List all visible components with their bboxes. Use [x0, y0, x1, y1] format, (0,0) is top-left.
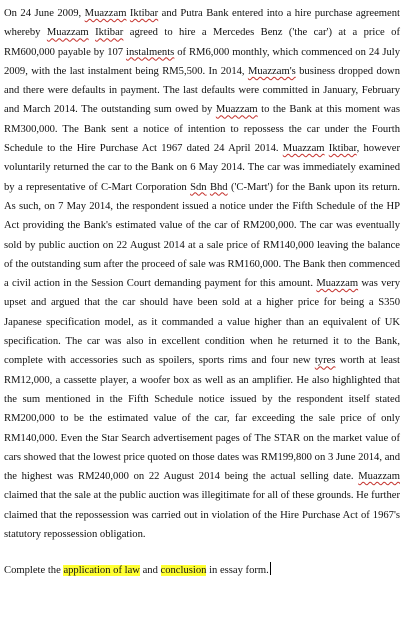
- spellcheck-flagged-word: Muazzam: [282, 143, 325, 155]
- spellcheck-flagged-word: Muazzam's: [247, 65, 296, 77]
- text-run: was very upset and argued that the car should have been sold at a higher price for being a S350 Japanese specification model, as it commanded a value higher than an equivalent of UK specification. The car was also in excellent condition when he returned it to the Bank, complete with accessories such as spoilers, sports rims and four new: [4, 278, 400, 367]
- text-run: worth at least RM12,000, a cassette player, a woofer box as well as an amplifier. He also highlighted that the sum mentioned in the Fifth Schedule notice issued by the respondent itself stated RM200,000 to be the estimated value of the car, far exceeding the sale price of only RM140,000. Even the Star Search advertisement pages of The STAR on the market value of cars showed that the lowest price quoted on those dates was RM199,800 on 3 June 2014, and the highest was RM240,000 on 22 August 2014 being the actual selling date.: [4, 355, 400, 483]
- text-run: and: [139, 565, 161, 577]
- text-run: to the Bank at this moment was RM300,000. The Bank sent a notice of intention to repossess the car under the Fourth Schedule to the Hire Purchase Act 1967 dated 24 April 2014.: [4, 104, 400, 155]
- text-run: ('C-Mart') for the Bank upon its return. As such, on 7 May 2014, the respondent issued a notice under the Fifth Schedule of the HP Act providing the Bank's estimated value of the car of RM200,000. The car was eventually sold by public auction on 22 August 2014 at a sale price of RM140,000 leaving the balance of the outstanding sum after the proceed of sale was RM160,000. The Bank then commenced a civil action in the Session Court demanding payment for this amount.: [4, 181, 400, 290]
- spellcheck-flagged-word: instalments: [126, 46, 175, 58]
- spellcheck-flagged-word: Muazzam: [46, 27, 89, 39]
- text-run: Complete the: [4, 565, 64, 577]
- text-run: agreed to hire a Mercedes Benz ('the car') at a price of RM600,000 payable by 107: [4, 27, 400, 58]
- text-run: , however voluntarily returned the car to the Bank on 6 May 2014. The car was immediately examined by a representative of C-Mart Corporation: [4, 143, 400, 193]
- text-run: of RM6,000 monthly, which commenced on 24 July 2009, with the last instalment being RM5,500. In 2014,: [4, 46, 400, 77]
- document-page[interactable]: [4, 4, 400, 580]
- spellcheck-flagged-word: Iktibar: [95, 27, 124, 39]
- text-cursor: [270, 562, 271, 575]
- spellcheck-flagged-word: Iktibar: [328, 143, 357, 155]
- highlighted-phrase: conclusion: [160, 565, 207, 577]
- spellcheck-flagged-word: Muazzam: [215, 104, 258, 116]
- text-run: claimed that the sale at the public auction was illegitimate for all of these grounds. He further claimed that the repossession was carried out in violation of the Hire Purchase Act of 1967's statutory repossession obligation.: [4, 490, 400, 541]
- text-run: business dropped down and there were defaults in payment. The last defaults were committed in January, February and March 2014. The outstanding sum owed by: [4, 65, 400, 116]
- spellcheck-flagged-word: Iktibar: [129, 8, 159, 19]
- spellcheck-flagged-word: Sdn: [190, 181, 207, 193]
- spellcheck-flagged-word: Bhd: [209, 181, 228, 193]
- text-run: and Putra Bank entered into a hire purchase agreement whereby: [4, 8, 400, 39]
- essay-prompt: [4, 561, 400, 580]
- spellcheck-flagged-word: Muazzam: [84, 8, 127, 19]
- case-facts-paragraph: [4, 4, 400, 544]
- text-run: On 24 June 2009,: [4, 8, 85, 19]
- spellcheck-flagged-word: Muazzam: [358, 471, 400, 483]
- text-run: in essay form.: [206, 565, 269, 577]
- highlighted-phrase: application of law: [63, 565, 140, 577]
- spellcheck-flagged-word: tyres: [314, 355, 336, 367]
- spellcheck-flagged-word: Muazzam: [316, 278, 359, 290]
